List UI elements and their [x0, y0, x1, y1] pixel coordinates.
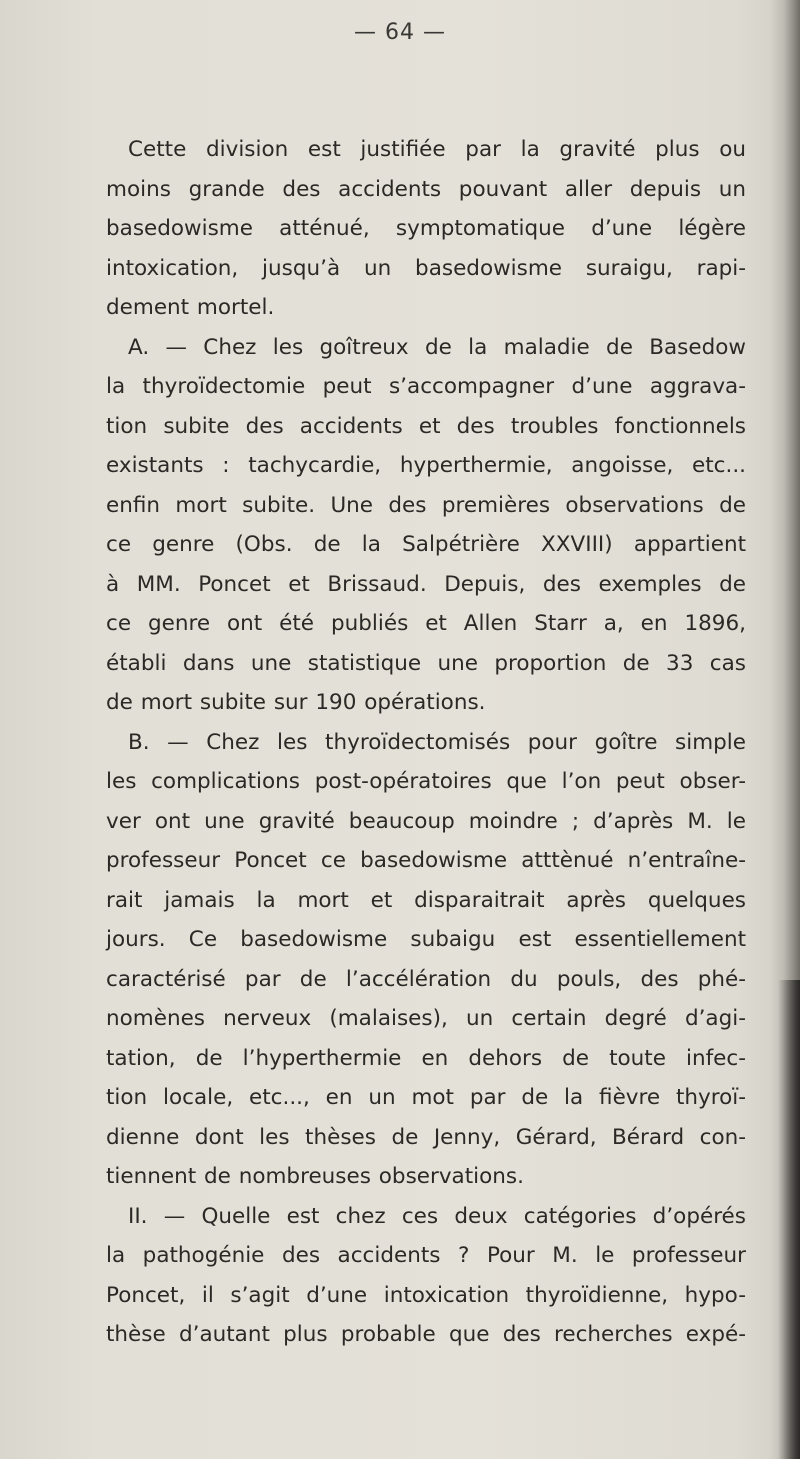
text-line: basedowisme atténué, symptomatique d’une légère [106, 216, 746, 241]
text-line: II. — Quelle est chez ces deux catégories d’opérés [128, 1203, 746, 1229]
text-line: jours. Ce basedowisme subaigu est essentiellement [106, 927, 746, 952]
text-line: thèse d’autant plus probable que des recherches expé- [106, 1322, 746, 1347]
text-line: dienne dont les thèses de Jenny, Gérard, Bérard con- [106, 1124, 746, 1150]
page-number: — 64 — [354, 20, 446, 45]
book-gutter-shadow [778, 980, 800, 1459]
text-line: la thyroïdectomie peut s’accompagner d’une aggrava- [106, 374, 746, 399]
text-line: tion locale, etc..., en un mot par de la fièvre thyroï- [106, 1085, 746, 1110]
text-line: intoxication, jusqu’à un basedowisme suraigu, rapi- [106, 255, 746, 281]
text-line: moins grande des accidents pouvant aller depuis un [106, 176, 746, 202]
text-line: Poncet, il s’agit d’une intoxication thyroïdienne, hypo- [106, 1282, 746, 1308]
text-line: tiennent de nombreuses observations. [106, 1164, 524, 1189]
text-line: caractérisé par de l’accélération du pouls, des phé- [106, 966, 746, 992]
text-line: A. — Chez les goîtreux de la maladie de Basedow [128, 334, 746, 360]
text-line: tion subite des accidents et des troubles fonctionnels [106, 413, 746, 439]
text-line: à MM. Poncet et Brissaud. Depuis, des exemples de [106, 571, 746, 597]
text-line: établi dans une statistique une proportion de 33 cas [106, 650, 746, 676]
text-line: dement mortel. [106, 295, 275, 320]
text-line: de mort subite sur 190 opérations. [106, 690, 486, 715]
paragraph-section-b [106, 723, 746, 1197]
text-line: nomènes nerveux (malaises), un certain degré d’agi- [106, 1006, 746, 1031]
text-line: ce genre (Obs. de la Salpétrière XXVIII) appartient [106, 532, 746, 557]
text-line: les complications post-opératoires que l’on peut obser- [106, 769, 746, 794]
text-line: existants : tachycardie, hyperthermie, angoisse, etc... [106, 453, 746, 478]
paragraph-intro [106, 130, 746, 328]
text-line: B. — Chez les thyroïdectomisés pour goître simple [128, 729, 746, 755]
text-line: enfin mort subite. Une des premières observations de [106, 492, 746, 518]
text-line: professeur Poncet ce basedowisme atttènué n’entraîne- [106, 848, 746, 873]
body-text [106, 130, 746, 1355]
paragraph-section-a [106, 328, 746, 723]
text-line: rait jamais la mort et disparaitrait après quelques [106, 887, 746, 913]
text-line: ver ont une gravité beaucoup moindre ; d’après M. le [106, 808, 746, 834]
text-line: ce genre ont été publiés et Allen Starr a, en 1896, [106, 611, 746, 636]
text-line: tation, de l’hyperthermie en dehors de toute infec- [106, 1045, 746, 1071]
paragraph-section-ii [106, 1197, 746, 1355]
text-line: la pathogénie des accidents ? Pour M. le professeur [106, 1243, 746, 1268]
text-line: Cette division est justifiée par la gravité plus ou [128, 137, 746, 162]
